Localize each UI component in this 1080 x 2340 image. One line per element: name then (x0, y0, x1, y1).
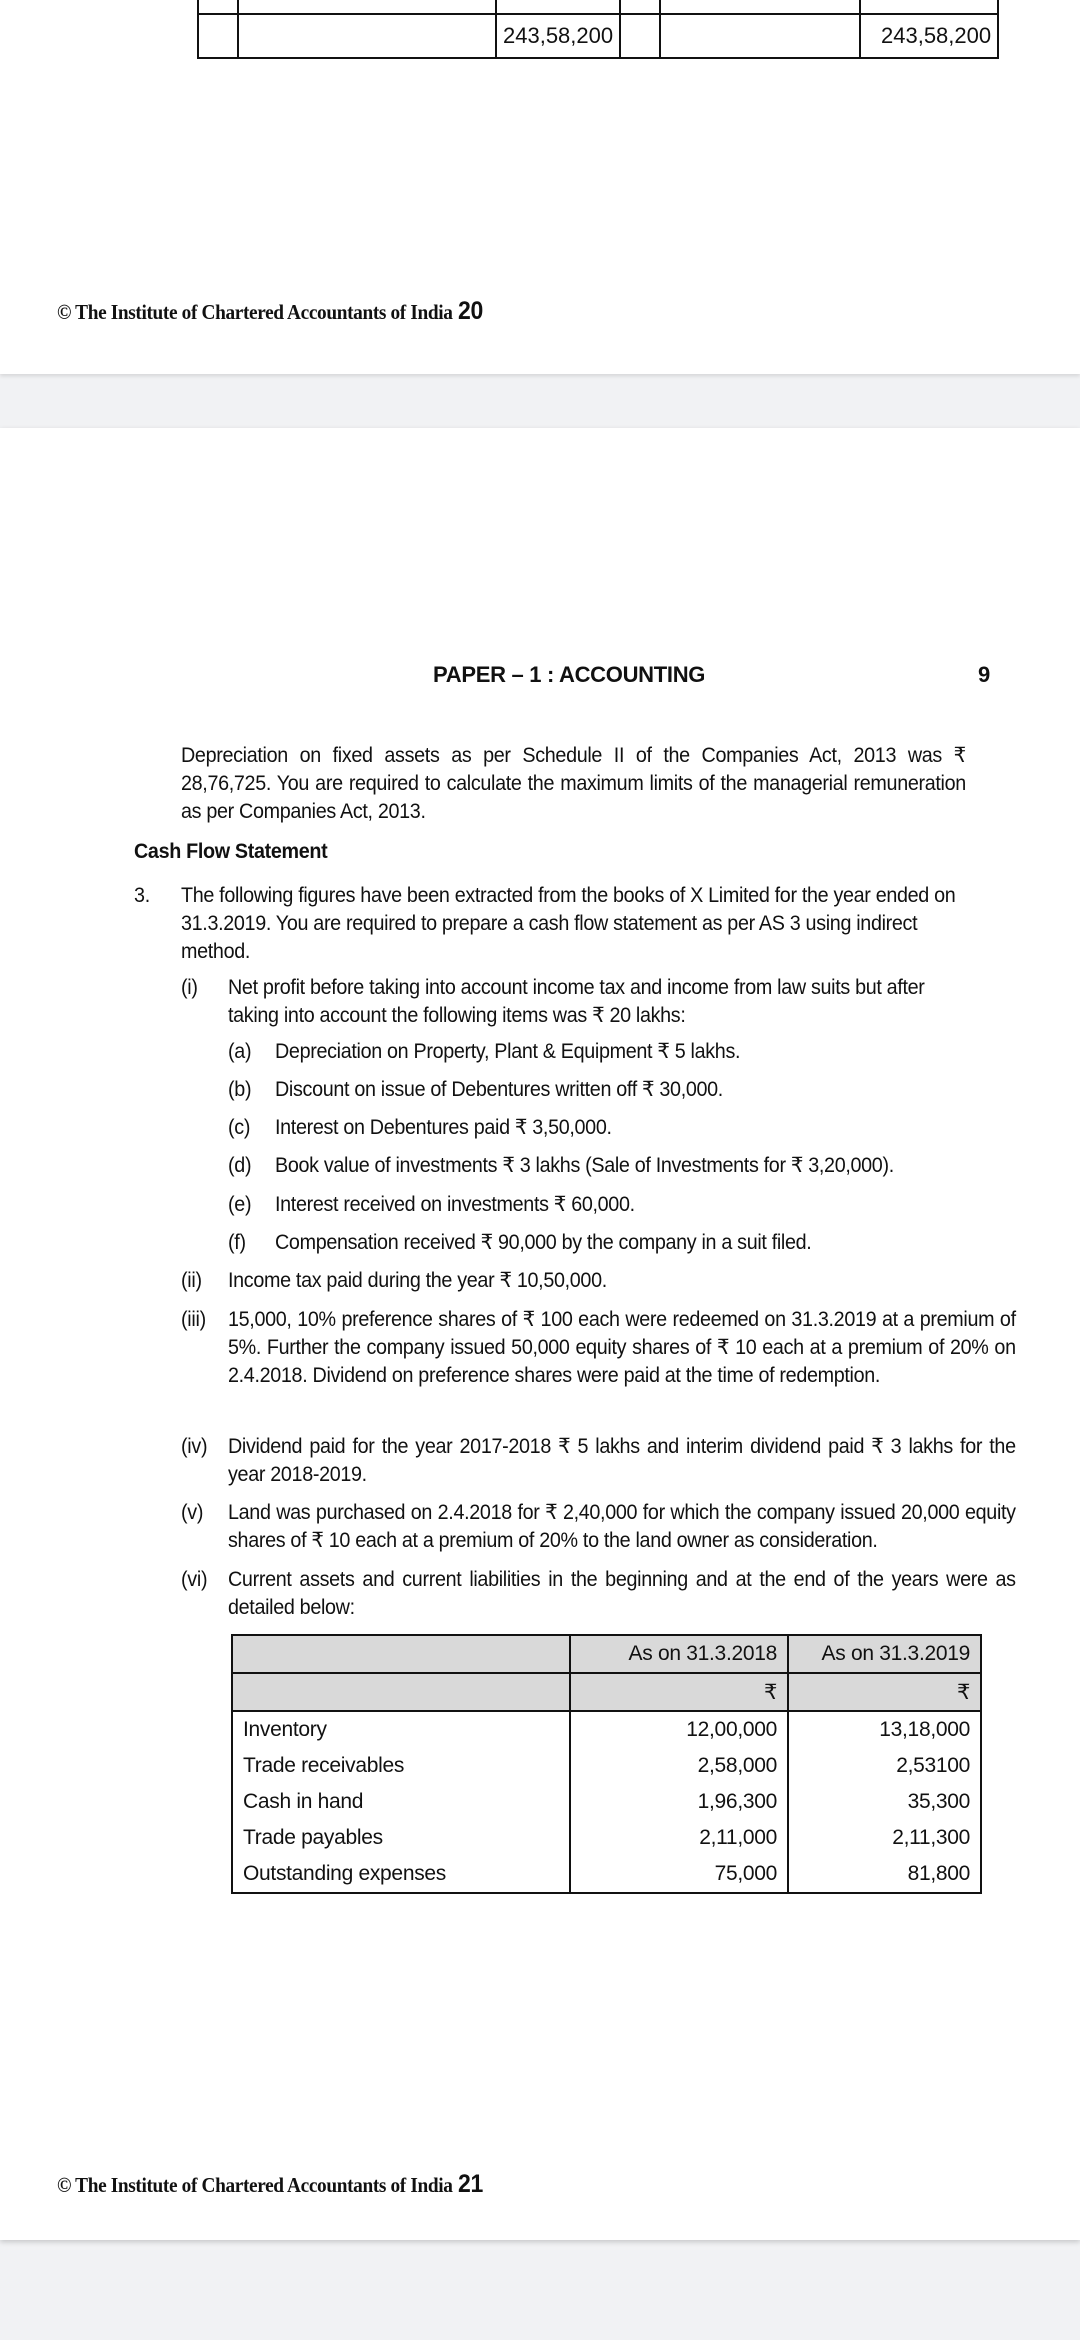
item-marker: (vi) (181, 1568, 208, 1591)
section-heading: Cash Flow Statement (134, 840, 328, 863)
table-row (232, 1748, 981, 1784)
item-text: Dividend paid for the year 2017-2018 ₹ 5 lakhs and interim dividend paid ₹ 3 lakhs for the year 2018-2019. (228, 1435, 1016, 1486)
subitem-text: Depreciation on Property, Plant & Equipment ₹ 5 lakhs. (275, 1040, 741, 1063)
header-cell (232, 1635, 570, 1673)
row-label: Trade payables (232, 1820, 570, 1856)
row-label: Trade receivables (232, 1748, 570, 1784)
running-header-page: 9 (978, 662, 990, 687)
subitem-text: Book value of investments ₹ 3 lakhs (Sale of Investments for ₹ 3,20,000). (275, 1154, 894, 1177)
item-marker: (ii) (181, 1269, 202, 1292)
value-2018: 1,96,300 (570, 1784, 788, 1820)
item-text: Land was purchased on 2.4.2018 for ₹ 2,40,000 for which the company issued 20,000 equity shares of ₹ 10 each at a premium of 20% to the land owner as consideration. (228, 1501, 1016, 1552)
rupee-icon: ₹ (788, 1673, 981, 1711)
subitem-text: Compensation received ₹ 90,000 by the company in a suit filed. (275, 1231, 812, 1254)
subitem-marker: (b) (228, 1078, 252, 1101)
item-text: Income tax paid during the year ₹ 10,50,000. (228, 1269, 607, 1292)
item-marker: (v) (181, 1501, 204, 1524)
item-text: Current assets and current liabilities in the beginning and at the end of the years were as detailed below: (228, 1568, 1016, 1619)
value-2018: 12,00,000 (570, 1711, 788, 1748)
subitem-text: Discount on issue of Debentures written off ₹ 30,000. (275, 1078, 723, 1101)
value-2019: 2,11,300 (788, 1820, 981, 1856)
intro-paragraph: Depreciation on fixed assets as per Schedule II of the Companies Act, 2013 was ₹ 28,76,725. You are required to calculate the maximum limits of the managerial remuneration as per Companies Act, 2013. (181, 744, 966, 823)
value-2019: 13,18,000 (788, 1711, 981, 1748)
table-row (232, 1711, 981, 1748)
subitem-marker: (f) (228, 1231, 246, 1254)
subitem-text: Interest received on investments ₹ 60,000. (275, 1193, 635, 1216)
item-marker: (iv) (181, 1435, 208, 1458)
subitem-marker: (c) (228, 1116, 251, 1139)
footer-text: © The Institute of Chartered Accountants of India (57, 300, 453, 324)
row-label: Cash in hand (232, 1784, 570, 1820)
value-2018: 2,11,000 (570, 1820, 788, 1856)
subitem-marker: (d) (228, 1154, 252, 1177)
item-marker: (i) (181, 976, 198, 999)
table-row (232, 1784, 981, 1820)
table-header-row (232, 1635, 981, 1673)
table-units-row (232, 1673, 981, 1711)
footer-text: © The Institute of Chartered Accountants of India (57, 2173, 453, 2197)
item-marker: (iii) (181, 1308, 206, 1331)
balance-table-partial (197, 0, 999, 59)
subitem-marker: (e) (228, 1193, 252, 1216)
header-cell: As on 31.3.2018 (570, 1635, 788, 1673)
pdf-page-20 (0, 0, 1080, 374)
item-text: 15,000, 10% preference shares of ₹ 100 each were redeemed on 31.3.2019 at a premium of 5%. Further the company issued 50,000 equity shares of ₹ 10 each at a premium of 20% on 2.4.2018. Dividend on preference shares were paid at the time of redemption. (228, 1308, 1016, 1387)
table-row (232, 1856, 981, 1893)
footer-page-number: 21 (458, 2170, 483, 2198)
current-assets-liabilities-table (231, 1634, 982, 1894)
question-number: 3. (134, 884, 150, 907)
header-cell: As on 31.3.2019 (788, 1635, 981, 1673)
value-2019: 35,300 (788, 1784, 981, 1820)
value-2019: 2,53100 (788, 1748, 981, 1784)
running-header-title: PAPER – 1 : ACCOUNTING (433, 662, 706, 687)
subitem-text: Interest on Debentures paid ₹ 3,50,000. (275, 1116, 612, 1139)
subitem-marker: (a) (228, 1040, 252, 1063)
total-right: 243,58,200 (860, 14, 998, 58)
pdf-page-21 (0, 428, 1080, 2240)
item-text: Net profit before taking into account income tax and income from law suits but after taking into account the following items was ₹ 20 lakhs: (228, 976, 925, 1027)
value-2019: 81,800 (788, 1856, 981, 1893)
question-text: The following figures have been extracted from the books of X Limited for the year ended on 31.3.2019. You are required to prepare a cash flow statement as per AS 3 using indirect method. (181, 884, 956, 963)
page-footer (57, 297, 483, 326)
total-left: 243,58,200 (496, 14, 620, 58)
rupee-icon: ₹ (570, 1673, 788, 1711)
table-row (232, 1820, 981, 1856)
row-label: Outstanding expenses (232, 1856, 570, 1893)
footer-page-number: 20 (458, 297, 483, 325)
page-footer (57, 2170, 483, 2199)
value-2018: 2,58,000 (570, 1748, 788, 1784)
value-2018: 75,000 (570, 1856, 788, 1893)
unit-cell (232, 1673, 570, 1711)
row-label: Inventory (232, 1711, 570, 1748)
